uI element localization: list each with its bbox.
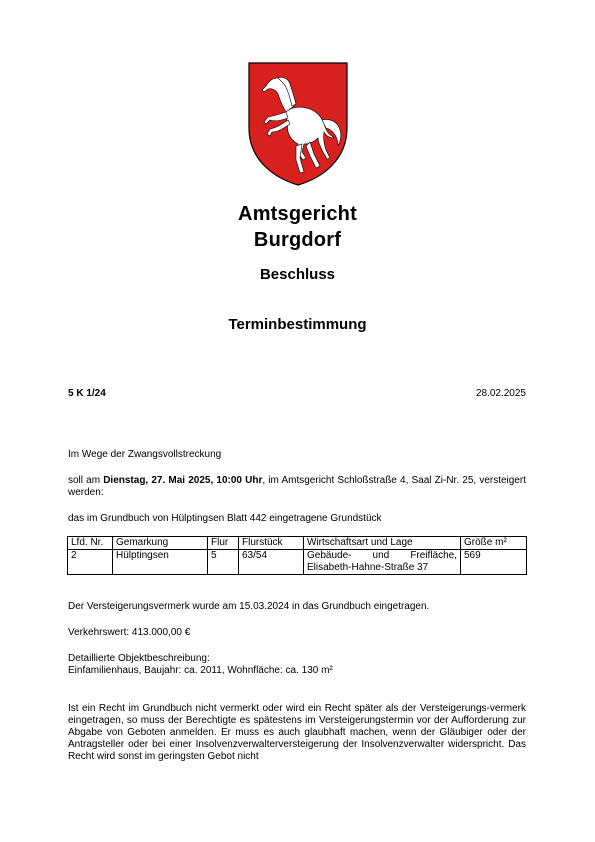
property-table [67, 536, 527, 575]
cell-gemarkung: Hülptingsen [113, 550, 208, 575]
objekt-text: Einfamilienhaus, Baujahr: ca. 2011, Wohnfläche: ca. 130 m² [68, 665, 333, 676]
col-header-groesse: Größe m² [461, 537, 527, 550]
auction-date: Dienstag, 27. Mai 2025, 10:00 Uhr [103, 475, 263, 486]
schedule-paragraph [68, 475, 526, 499]
cell-groesse: 569 [461, 550, 527, 575]
cell-flurstueck: 63/54 [239, 550, 304, 575]
court-name-line1: Amtsgericht [238, 203, 357, 225]
cell-lage-line2: Elisabeth-Hahne-Straße 37 [307, 562, 429, 573]
cell-flur: 5 [208, 550, 239, 575]
property-intro: das im Grundbuch von Hülptingsen Blatt 442 eingetragene Grundstück [68, 513, 382, 524]
decision-title: Beschluss [259, 266, 336, 283]
schedule-suffix: , im Amtsgericht Schloßstraße 4, Saal Zi-Nr. 25, versteigert werden: [68, 475, 527, 498]
case-number: 5 K 1/24 [68, 388, 106, 399]
table-header-row [68, 537, 527, 550]
col-header-flur: Flur [208, 537, 239, 550]
document-date: 28.02.2025 [475, 388, 526, 399]
rights-paragraph: Ist ein Recht im Grundbuch nicht vermerkt oder wird ein Recht später als der Versteigerungs-vermerk eingetragen, so muss der Berechtigte es spätestens im Versteigerungstermin vor der Aufforderung zur Abgabe von Geboten anmelden. Er muss es auch glaubhaft machen, wenn der Gläubiger oder der Antragsteller oder bei einer Insolvenzverwalterversteigerung der Insolvenzverwalter widerspricht. Das Recht wird sonst im geringsten Gebot nicht [68, 703, 526, 762]
intro-text: Im Wege der Zwangsvollstreckung [68, 449, 222, 460]
col-header-lfd: Lfd. Nr. [68, 537, 113, 550]
court-name-line2: Burgdorf [253, 229, 342, 251]
cell-lage-line1: Gebäude- und Freifläche, [307, 550, 457, 561]
cell-lage [304, 550, 461, 575]
col-header-flurstueck: Flurstück [239, 537, 304, 550]
col-header-gemarkung: Gemarkung [113, 537, 208, 550]
objekt-label: Detaillierte Objektbeschreibung: [68, 653, 210, 664]
table-row [68, 550, 527, 575]
cell-lfd: 2 [68, 550, 113, 575]
col-header-lage: Wirtschaftsart und Lage [304, 537, 461, 550]
subject-title: Terminbestimmung [228, 316, 367, 333]
verkehrswert-text: Verkehrswert: 413.000,00 € [68, 627, 191, 638]
vermerk-text: Der Versteigerungsvermerk wurde am 15.03.2024 in das Grundbuch eingetragen. [68, 601, 430, 612]
schedule-prefix: soll am [68, 475, 104, 486]
coat-of-arms-horse-icon [248, 62, 348, 186]
